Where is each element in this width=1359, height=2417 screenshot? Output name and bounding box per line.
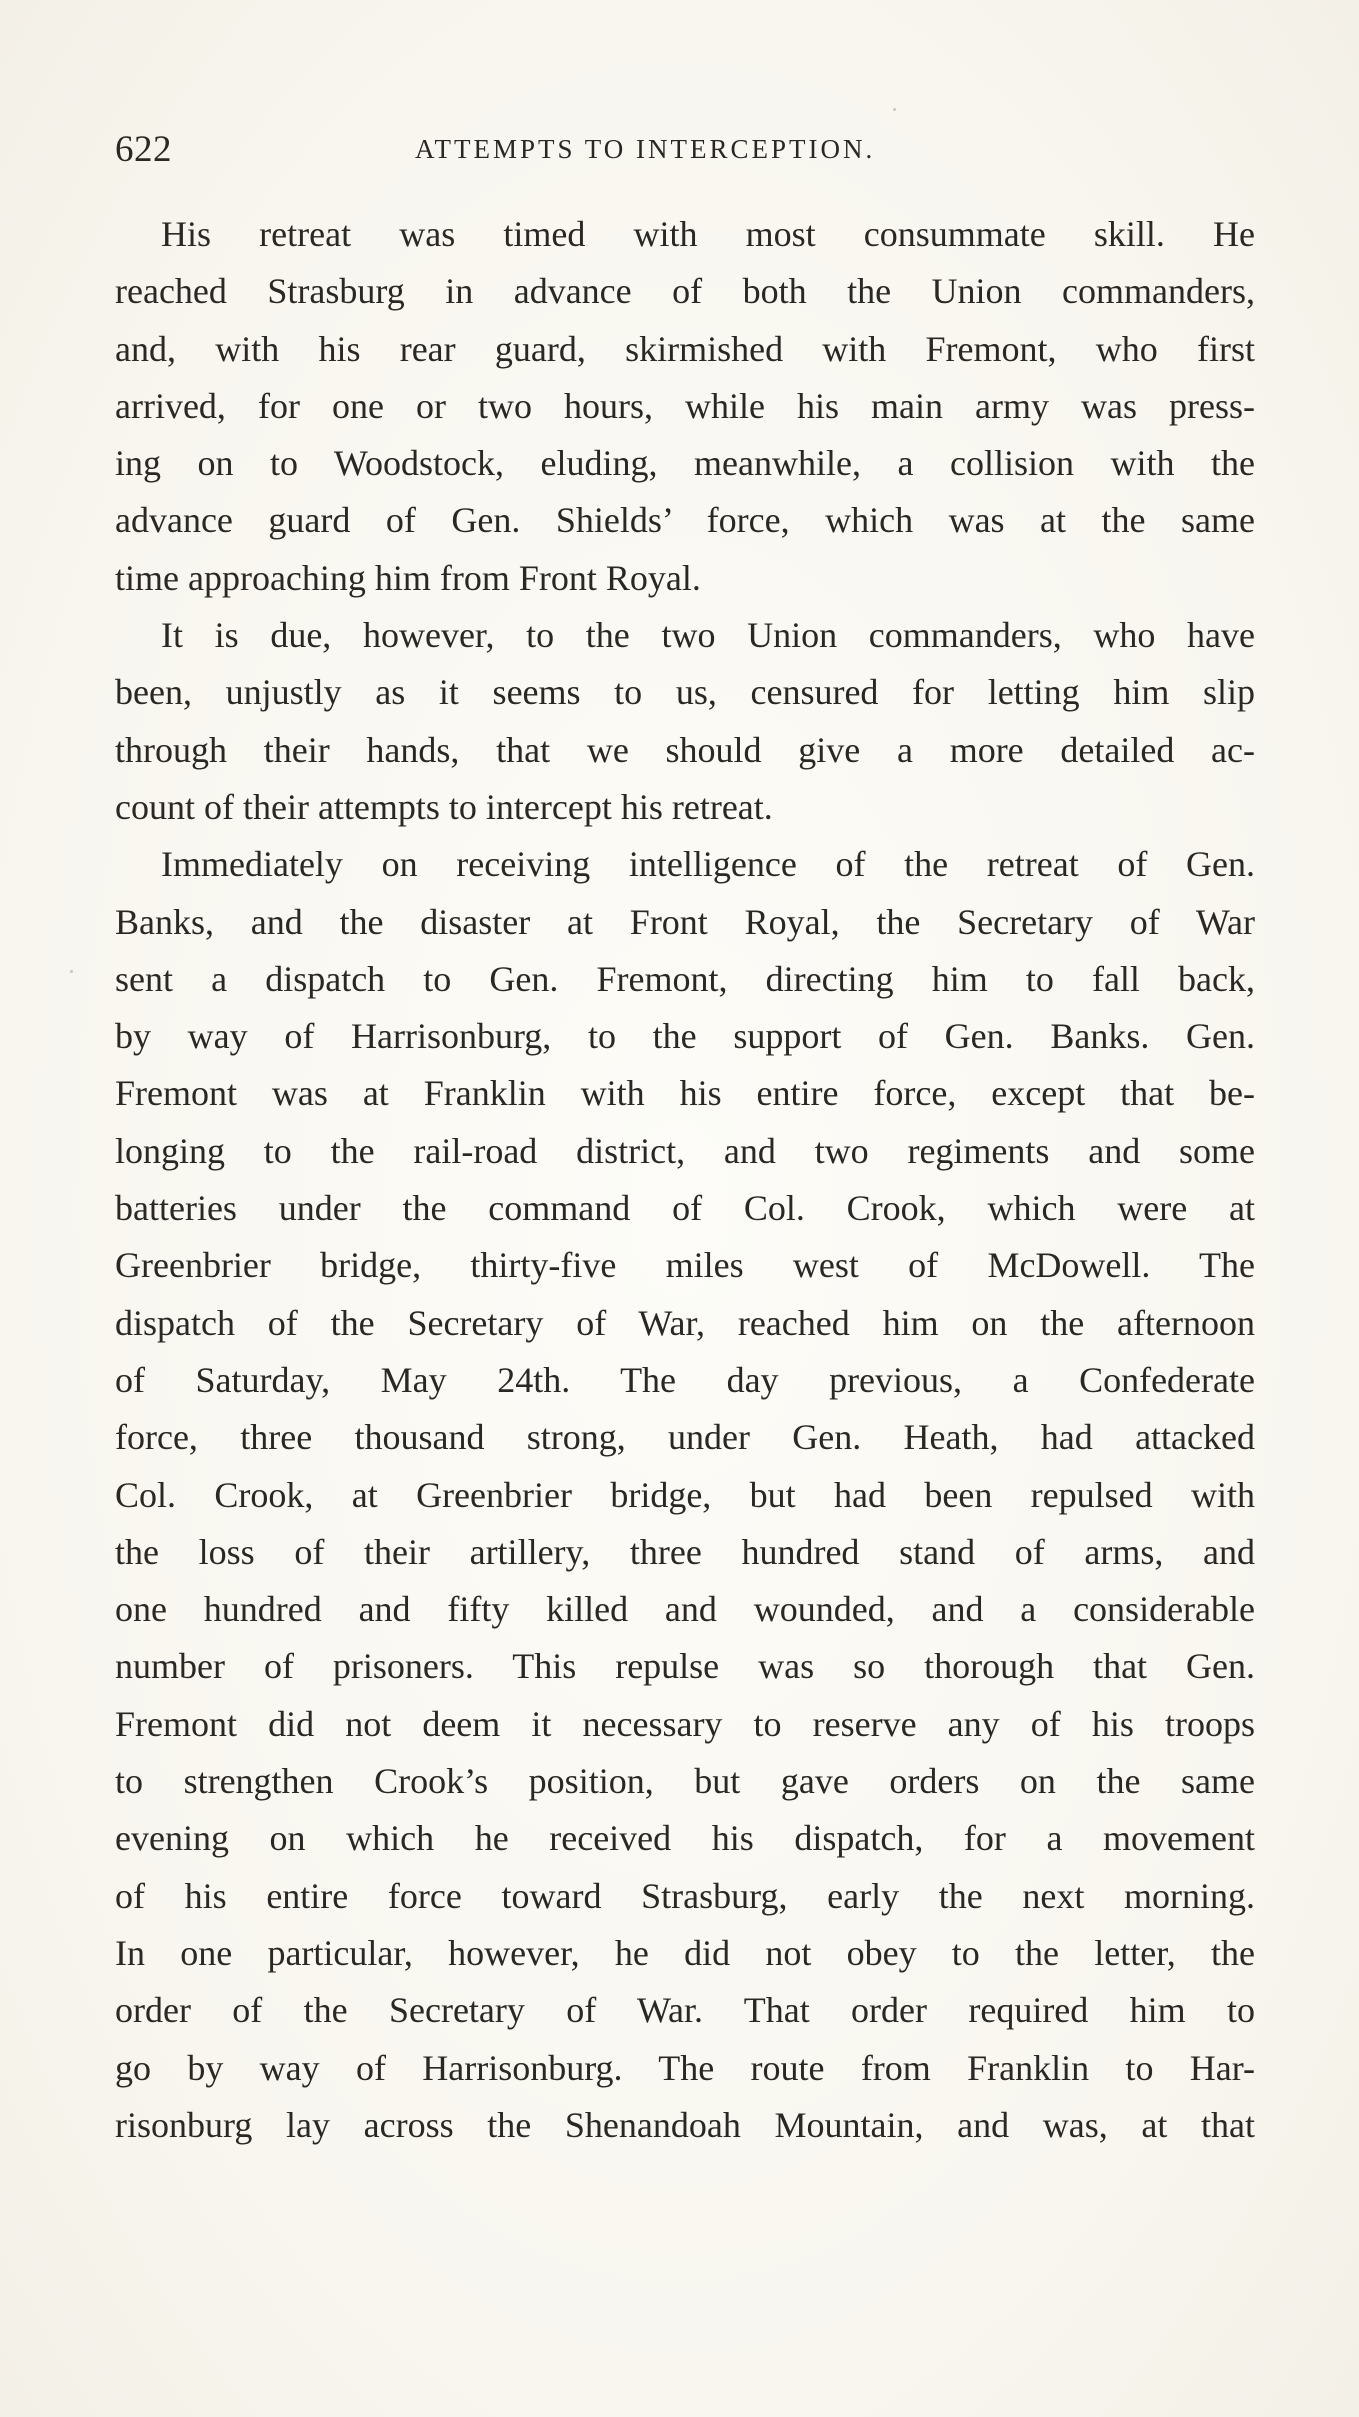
text-line: ing on to Woodstock, eluding, meanwhile, a collision with the — [115, 443, 1255, 484]
ink-speck — [893, 108, 896, 111]
text-line: His retreat was timed with most consummate skill. He — [161, 214, 1255, 254]
text-line: arrived, for one or two hours, while his main army was press- — [115, 385, 1255, 426]
text-line: of Saturday, May 24th. The day previous, a Confederate — [115, 1359, 1255, 1400]
text-line: the loss of their artillery, three hundred stand of arms, and — [115, 1531, 1255, 1572]
text-line: In one particular, however, he did not obey to the letter, the — [115, 1932, 1255, 1973]
text-line: reached Strasburg in advance of both the Union commanders, — [115, 271, 1255, 312]
text-line: Col. Crook, at Greenbrier bridge, but had been repulsed with — [115, 1474, 1255, 1515]
paragraph-3 — [115, 836, 1255, 2154]
text-line: to strengthen Crook’s position, but gave orders on the same — [115, 1761, 1255, 1802]
text-line: one hundred and fifty killed and wounded, and a considerable — [115, 1589, 1255, 1630]
body-text — [115, 206, 1255, 2154]
paragraph-1 — [115, 206, 1255, 607]
text-line: dispatch of the Secretary of War, reached him on the afternoon — [115, 1302, 1255, 1343]
text-line: batteries under the command of Col. Crook, which were at — [115, 1188, 1255, 1229]
text-line: number of prisoners. This repulse was so thorough that Gen. — [115, 1646, 1255, 1687]
page-header — [115, 128, 1255, 170]
text-line: sent a dispatch to Gen. Fremont, directing him to fall back, — [115, 958, 1255, 999]
running-title: ATTEMPTS TO INTERCEPTION. — [415, 134, 876, 164]
page-number: 622 — [115, 129, 172, 170]
text-line: Immediately on receiving intelligence of the retreat of Gen. — [161, 844, 1255, 885]
text-line: of his entire force toward Strasburg, early the next morning. — [115, 1875, 1255, 1916]
text-line: and, with his rear guard, skirmished with Fremont, who first — [115, 328, 1255, 369]
ink-speck — [70, 970, 73, 973]
text-line: count of their attempts to intercept his retreat. — [115, 786, 773, 827]
text-line: Fremont did not deem it necessary to reserve any of his troops — [115, 1703, 1255, 1744]
text-line: Banks, and the disaster at Front Royal, the Secretary of War — [115, 901, 1255, 942]
text-line: through their hands, that we should give a more detailed ac- — [115, 729, 1255, 770]
text-line: by way of Harrisonburg, to the support of Gen. Banks. Gen. — [115, 1016, 1255, 1057]
text-line: force, three thousand strong, under Gen. Heath, had attacked — [115, 1417, 1255, 1458]
text-line: go by way of Harrisonburg. The route from Franklin to Har- — [115, 2047, 1255, 2088]
text-line: advance guard of Gen. Shields’ force, which was at the same — [115, 500, 1255, 541]
text-line: evening on which he received his dispatch, for a movement — [115, 1818, 1255, 1859]
text-line: time approaching him from Front Royal. — [115, 557, 701, 598]
text-line: risonburg lay across the Shenandoah Mountain, and was, at that — [115, 2104, 1255, 2145]
text-line: been, unjustly as it seems to us, censured for letting him slip — [115, 672, 1255, 713]
text-line: It is due, however, to the two Union commanders, who have — [161, 615, 1255, 656]
text-line: Greenbrier bridge, thirty-five miles west of McDowell. The — [115, 1245, 1255, 1286]
text-line: order of the Secretary of War. That order required him to — [115, 1990, 1255, 2031]
text-line: longing to the rail-road district, and two regiments and some — [115, 1130, 1255, 1171]
paragraph-2 — [115, 607, 1255, 836]
text-line: Fremont was at Franklin with his entire force, except that be- — [115, 1073, 1255, 1114]
